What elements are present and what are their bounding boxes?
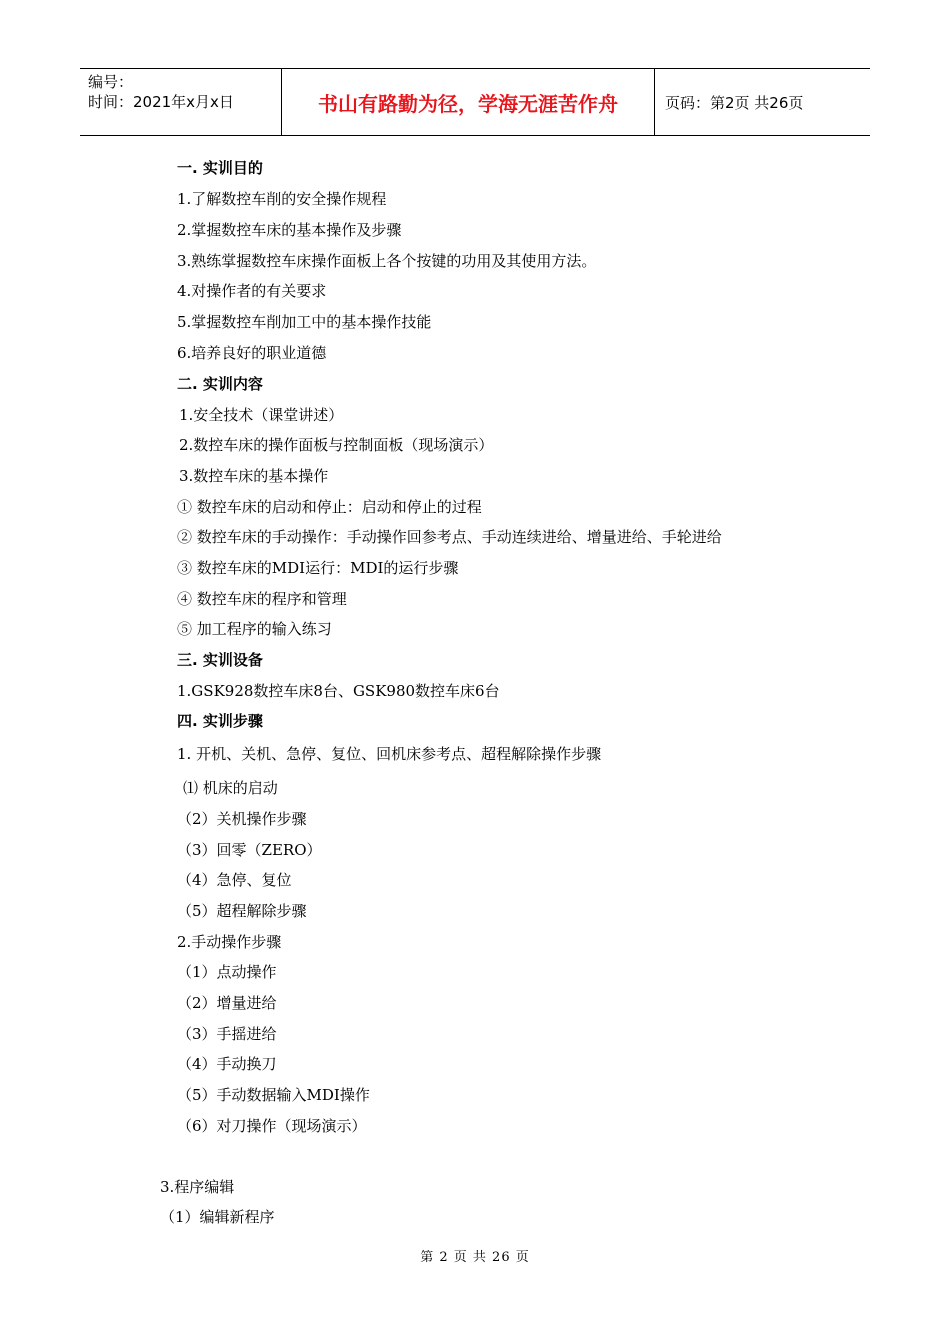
text-line: （1）点动操作 <box>177 963 277 981</box>
text-line: ③ 数控车床的MDI运行：MDI的运行步骤 <box>177 559 459 577</box>
page-footer: 第 2 页 共 26 页 <box>420 1250 530 1265</box>
text-line: 2.手动操作步骤 <box>177 933 282 951</box>
text-line: ① 数控车床的启动和停止：启动和停止的过程 <box>177 498 482 516</box>
text-line: ⑤ 加工程序的输入练习 <box>177 620 332 638</box>
text-line: ② 数控车床的手动操作：手动操作回参考点、手动连续进给、增量进给、手轮进给 <box>177 528 722 546</box>
text-line: （3）回零（ZERO） <box>177 841 322 859</box>
section-heading: 三. 实训设备 <box>177 651 263 669</box>
header-motto: 书山有路勤为径，学海无涯苦作舟 <box>282 69 655 135</box>
text-line: （4）急停、复位 <box>177 871 292 889</box>
text-line: （1）编辑新程序 <box>160 1208 275 1226</box>
text-line: （4）手动换刀 <box>177 1055 277 1073</box>
text-line: 3.数控车床的基本操作 <box>179 467 329 485</box>
text-line: （5）超程解除步骤 <box>177 902 307 920</box>
text-line: ④ 数控车床的程序和管理 <box>177 590 347 608</box>
section-heading: 四. 实训步骤 <box>177 712 263 730</box>
text-line: 1.了解数控车削的安全操作规程 <box>177 190 387 208</box>
section-heading: 一. 实训目的 <box>177 159 263 177</box>
text-line: 4.对操作者的有关要求 <box>177 282 327 300</box>
text-line: 3.程序编辑 <box>160 1178 235 1196</box>
header-page-info: 页码：第2页 共26页 <box>665 93 804 112</box>
text-line: 5.掌握数控车削加工中的基本操作技能 <box>177 313 432 331</box>
text-line: 1.GSK928数控车床8台、GSK980数控车床6台 <box>177 682 500 700</box>
text-line: ⑴ 机床的启动 <box>183 779 278 797</box>
section-heading: 二. 实训内容 <box>177 375 263 393</box>
text-line: （3）手摇进给 <box>177 1025 277 1043</box>
text-line: （6）对刀操作（现场演示） <box>177 1117 367 1135</box>
text-line: （2）关机操作步骤 <box>177 810 307 828</box>
header-time: 时间：2021年x月x日 <box>88 93 234 111</box>
text-line: 1. 开机、关机、急停、复位、回机床参考点、超程解除操作步骤 <box>177 745 602 763</box>
text-line: 3.熟练掌握数控车床操作面板上各个按键的功用及其使用方法。 <box>177 252 597 270</box>
text-line: 2.掌握数控车床的基本操作及步骤 <box>177 221 402 239</box>
text-line: 2.数控车床的操作面板与控制面板（现场演示） <box>179 436 494 454</box>
text-line: （2）增量进给 <box>177 994 277 1012</box>
text-line: （5）手动数据输入MDI操作 <box>177 1086 370 1104</box>
header-number: 编号： <box>88 73 134 91</box>
text-line: 6.培养良好的职业道德 <box>177 344 327 362</box>
text-line: 1.安全技术（课堂讲述） <box>179 406 344 424</box>
